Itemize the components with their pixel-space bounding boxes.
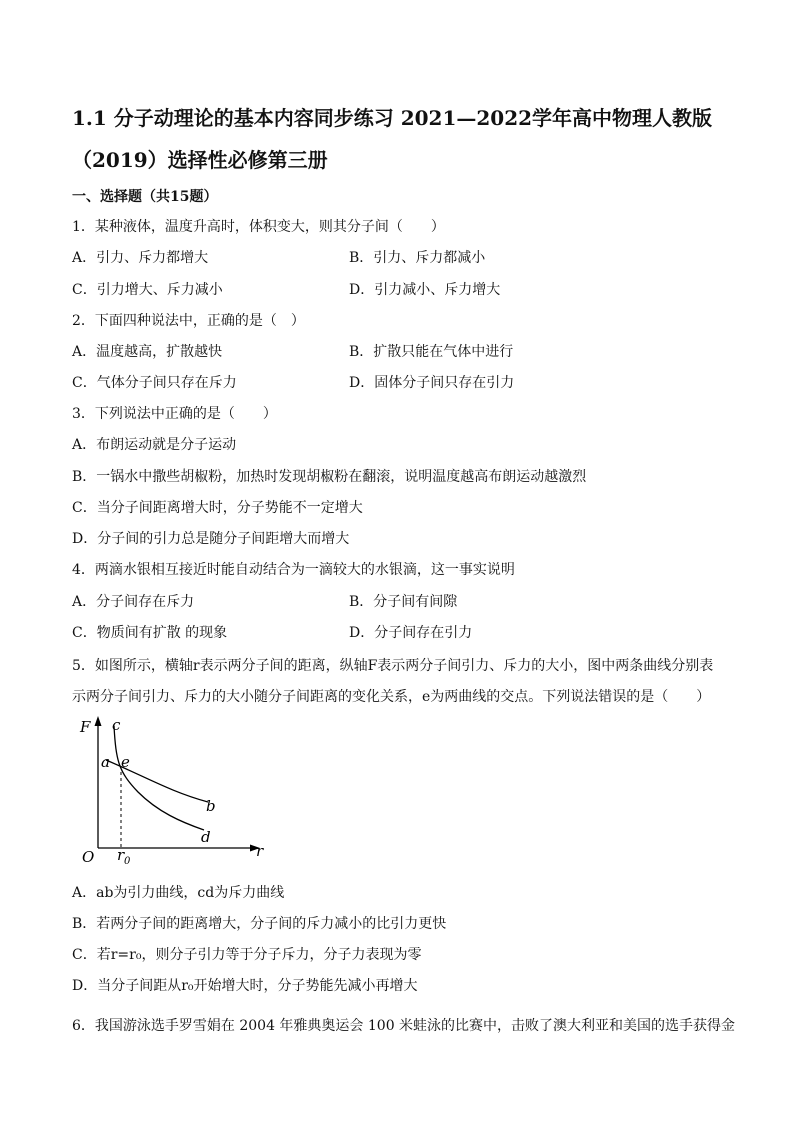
- question-5-option-a: A．ab为引力曲线，cd为斥力曲线: [72, 885, 285, 901]
- curve-label-b: b: [206, 797, 216, 815]
- force-distance-figure: [76, 712, 266, 872]
- question-1-option-b: B．引力、斥力都减小: [349, 250, 486, 266]
- curve-label-a: a: [101, 753, 110, 771]
- question-2-option-c: C．气体分子间只存在斥力: [72, 375, 237, 391]
- curve-label-c: c: [112, 716, 121, 734]
- question-5-stem-line-1: 5．如图所示，横轴r表示两分子间的距离，纵轴F表示两分子间引力、斥力的大小，图中两条曲线分别表: [72, 658, 714, 674]
- question-1-stem: 1．某种液体，温度升高时，体积变大，则其分子间（ ）: [72, 219, 445, 235]
- question-4-option-b: B．分子间有间隙: [349, 594, 458, 610]
- section-heading: 一、选择题（共15题）: [72, 189, 218, 205]
- x-axis-label: r: [256, 842, 264, 860]
- document-title-line-2: （2019）选择性必修第三册: [72, 148, 328, 172]
- question-1-option-a: A．引力、斥力都增大: [72, 250, 209, 266]
- question-2-stem: 2．下面四种说法中，正确的是（ ）: [72, 313, 305, 329]
- curve-label-d: d: [201, 828, 211, 846]
- question-4-option-c: C．物质间有扩散 的现象: [72, 625, 228, 641]
- question-5-option-b: B．若两分子间的距离增大，分子间的斥力减小的比引力更快: [72, 916, 447, 932]
- curve-cd: [114, 726, 204, 830]
- question-3-option-d: D．分子间的引力总是随分子间距增大而增大: [72, 531, 350, 547]
- question-2-option-b: B．扩散只能在气体中进行: [349, 344, 514, 360]
- question-2-option-a: A．温度越高，扩散越快: [72, 344, 223, 360]
- question-3-option-c: C．当分子间距离增大时，分子势能不一定增大: [72, 500, 363, 516]
- question-5-option-d: D．当分子间距从r₀开始增大时，分子势能先减小再增大: [72, 978, 418, 994]
- question-2-option-d: D．固体分子间只存在引力: [349, 375, 515, 391]
- question-6-stem: 6．我国游泳选手罗雪娟在 2004 年雅典奥运会 100 米蛙泳的比赛中，击败了澳大利亚和美国的选手获得金: [72, 1018, 736, 1034]
- origin-label: O: [82, 848, 95, 866]
- intersection-label-e: e: [121, 753, 130, 771]
- question-3-option-b: B．一锅水中撒些胡椒粉，加热时发现胡椒粉在翻滚，说明温度越高布朗运动越激烈: [72, 469, 587, 485]
- question-4-option-a: A．分子间存在斥力: [72, 594, 195, 610]
- r0-subscript: 0: [124, 856, 131, 867]
- r0-label: r: [117, 846, 125, 864]
- question-5-option-c: C．若r=r₀，则分子引力等于分子斥力，分子力表现为零: [72, 947, 422, 963]
- question-4-option-d: D．分子间存在引力: [349, 625, 473, 641]
- question-1-option-c: C．引力增大、斥力减小: [72, 282, 223, 298]
- question-5-stem-line-2: 示两分子间引力、斥力的大小随分子间距离的变化关系，e为两曲线的交点。下列说法错误的是（ ）: [72, 689, 711, 705]
- document-title-line-1: 1.1 分子动理论的基本内容同步练习 2021—2022学年高中物理人教版: [72, 106, 713, 130]
- y-axis-label: F: [80, 718, 91, 736]
- question-3-option-a: A．布朗运动就是分子运动: [72, 437, 237, 453]
- question-1-option-d: D．引力减小、斥力增大: [349, 282, 501, 298]
- y-axis-arrow-icon: [95, 716, 102, 726]
- question-3-stem: 3．下列说法中正确的是（ ）: [72, 406, 277, 422]
- question-4-stem: 4．两滴水银相互接近时能自动结合为一滴较大的水银滴，这一事实说明: [72, 562, 515, 578]
